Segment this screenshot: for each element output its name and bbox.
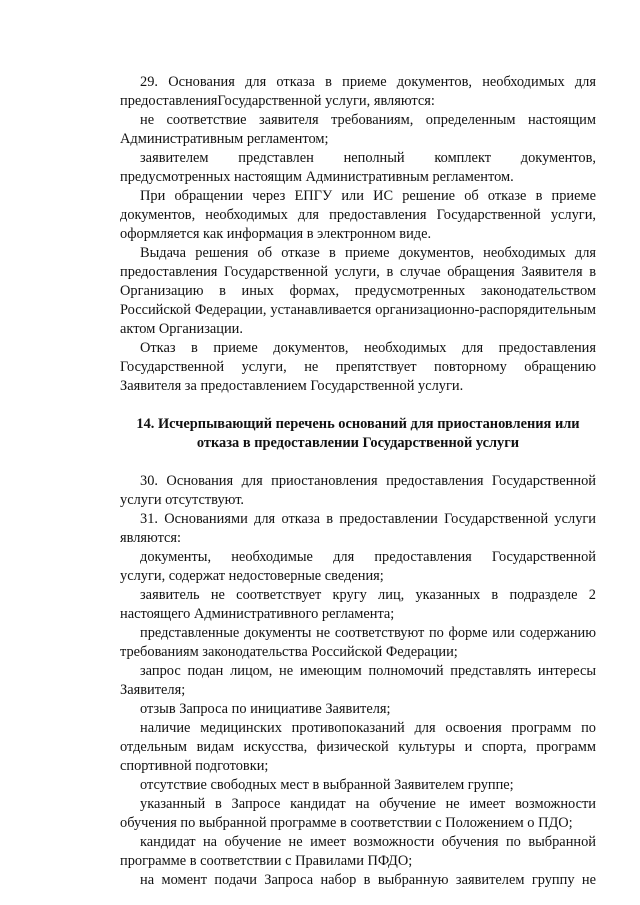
ground-item <box>120 776 596 795</box>
spacer <box>120 396 596 415</box>
text-line: спортивной подготовки; <box>120 758 269 774</box>
text-line: заявитель не соответствует кругу лиц, указанных в подразделе 2 <box>140 587 596 603</box>
issuance-note <box>120 244 596 339</box>
heading-line: 14. Исчерпывающий перечень оснований для приостановления или <box>136 416 580 432</box>
text-line: отсутствие свободных мест в выбранной Заявителем группе; <box>140 777 514 793</box>
text-line: на момент подачи Запроса набор в выбранную заявителем группу не <box>140 872 596 888</box>
text-line: Выдача решения об отказе в приеме документов, необходимых для <box>140 245 596 261</box>
text-line: запрос подан лицом, не имеющим полномочий представлять интересы <box>140 663 596 679</box>
ground-item <box>120 795 596 833</box>
ground-item <box>120 624 596 662</box>
text-line: Государственной услуги, не препятствует повторному обращению <box>120 359 596 375</box>
paragraph-29 <box>120 73 596 111</box>
text-line: услуги отсутствуют. <box>120 492 245 508</box>
text-line: обучения по выбранной программе в соответствии с Положением о ПДО; <box>120 815 573 831</box>
spacer <box>120 453 596 472</box>
paragraph-30 <box>120 472 596 510</box>
text-line: отдельным видам искусства, физической культуры и спорта, программ <box>120 739 596 755</box>
text-line: предоставленияГосударственной услуги, являются: <box>120 93 435 109</box>
text-line: Административным регламентом; <box>120 131 329 147</box>
text-line: оформляется как информация в электронном виде. <box>120 226 432 242</box>
text-line: Заявителя за предоставлением Государственной услуги. <box>120 378 464 394</box>
ground-item <box>120 719 596 776</box>
refusal-note <box>120 339 596 396</box>
text-line: При обращении через ЕПГУ или ИС решение об отказе в приеме <box>140 188 596 204</box>
reason-item <box>120 149 596 187</box>
ground-item <box>120 833 596 871</box>
text-line: являются: <box>120 530 182 546</box>
text-line: предусмотренных настоящим Административным регламентом. <box>120 169 514 185</box>
text-line: представленные документы не соответствуют по форме или содержанию <box>140 625 596 641</box>
paragraph-31 <box>120 510 596 548</box>
reason-item <box>120 111 596 149</box>
epgu-note <box>120 187 596 244</box>
text-line: отзыв Запроса по инициативе Заявителя; <box>140 701 391 717</box>
text-line: настоящего Административного регламента; <box>120 606 395 622</box>
text-line: заявителем представлен неполный комплект документов, <box>140 150 596 166</box>
section-heading <box>100 415 616 453</box>
text-line: не соответствие заявителя требованиям, определенным настоящим <box>140 112 596 128</box>
text-line: требованиям законодательства Российской Федерации; <box>120 644 458 660</box>
text-line: Заявителя; <box>120 682 186 698</box>
text-line: актом Организации. <box>120 321 243 337</box>
text-line: программе в соответствии с Правилами ПФДО; <box>120 853 413 869</box>
ground-item <box>120 700 596 719</box>
text-line: 29. Основания для отказа в приеме документов, необходимых для <box>140 74 596 90</box>
text-line: указанный в Запросе кандидат на обучение не имеет возможности <box>140 796 596 812</box>
ground-item <box>120 586 596 624</box>
text-line: 31. Основаниями для отказа в предоставлении Государственной услуги <box>140 511 596 527</box>
text-line: услуги, содержат недостоверные сведения; <box>120 568 384 584</box>
text-line: Организацию в иных формах, предусмотренных законодательством <box>120 283 596 299</box>
heading-line: отказа в предоставлении Государственной услуги <box>196 435 520 451</box>
document-body <box>120 73 596 890</box>
ground-item <box>120 871 596 890</box>
text-line: документы, необходимые для предоставления Государственной <box>140 549 596 565</box>
text-line: предоставления Государственной услуги, в случае обращения Заявителя в <box>120 264 596 280</box>
ground-item <box>120 662 596 700</box>
text-line: документов, необходимых для предоставления Государственной услуги, <box>120 207 596 223</box>
ground-item <box>120 548 596 586</box>
text-line: Отказ в приеме документов, необходимых для предоставления <box>140 340 596 356</box>
text-line: кандидат на обучение не имеет возможности обучения по выбранной <box>140 834 596 850</box>
text-line: наличие медицинских противопоказаний для освоения программ по <box>140 720 596 736</box>
text-line: Российской Федерации, устанавливается организационно-распорядительным <box>120 302 596 318</box>
text-line: 30. Основания для приостановления предоставления Государственной <box>140 473 596 489</box>
